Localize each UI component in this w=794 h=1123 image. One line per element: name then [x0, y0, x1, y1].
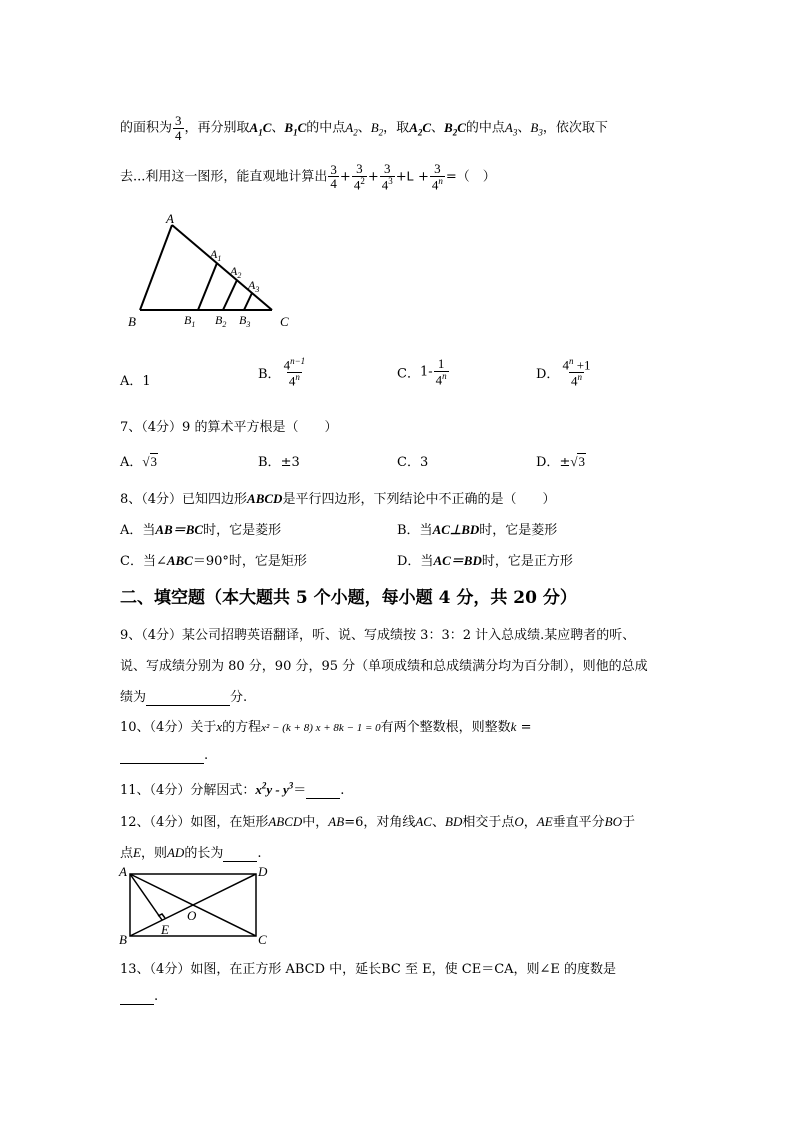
q9-line-1: 9、（4分）某公司招聘英语翻译，听、说、写成绩按 3：3：2 计入总成绩.某应聘者的听、 — [120, 628, 636, 643]
q12-answer-blank[interactable] — [223, 846, 257, 862]
label-b2: $B_2$ — [215, 313, 227, 329]
q6-line-2: 去...利用这一图形，能直观地计算出 $\frac{3}{4}$ + $\frac{3}{4^2}$ + $\frac{3}{4^3}$ +L + $\frac{3}{4^n}$ =（ ） — [120, 161, 496, 192]
label-o: O — [187, 908, 197, 923]
label-a2: $A_2$ — [230, 264, 242, 280]
segment-ae — [130, 874, 162, 920]
side-ab — [140, 225, 172, 310]
q6-option-d[interactable]: D． $\frac{4^n +1}{4^n}$ — [536, 356, 591, 389]
q9-line-2: 说、写成绩分别为 80 分，90 分，95 分（单项成绩和总成绩满分均为百分制），则他的总成 — [120, 659, 648, 674]
q8-option-b[interactable]: B．当AC⊥BD时，它是菱形 — [397, 522, 558, 538]
q8-option-a[interactable]: A．当AB＝BC时，它是菱形 — [120, 522, 282, 538]
q7-option-d[interactable]: D．±√3 — [536, 454, 585, 470]
label-b: B — [119, 932, 127, 946]
q11-answer-blank[interactable] — [306, 783, 340, 799]
q7-option-a[interactable]: A．√3 — [120, 454, 158, 470]
label-b3: $B_3$ — [239, 313, 251, 329]
q6-option-c[interactable]: C．1- $\frac{1}{4^n}$ — [397, 356, 447, 387]
segment-a3b3 — [244, 293, 252, 310]
q6-line-1: 的面积为 $\frac{3}{4}$ ，再分别取$A_1C$、$B_1C$的中点$A_2$、$B_2$，取$A_2C$、$B_2C$的中点$A_3$、$B_3$，依次取下 — [120, 113, 608, 143]
label-c: C — [258, 932, 267, 946]
q12-rectangle-figure — [118, 864, 278, 946]
q8-stem: 8、（4分）已知四边形ABCD是平行四边形，下列结论中不正确的是（ ） — [120, 491, 556, 507]
label-c: C — [280, 314, 289, 329]
section-2-heading: 二、填空题（本大题共 5 个小题，每小题 4 分，共 20 分） — [120, 588, 577, 608]
q6-option-a[interactable]: A．1 — [120, 374, 151, 389]
q12-line-2: 点E，则AD的长为 . — [120, 845, 262, 861]
segment-a1b1 — [198, 263, 217, 310]
q13-answer-blank[interactable] — [120, 989, 154, 1005]
q7-stem: 7、（4分）9 的算术平方根是（ ） — [120, 420, 338, 435]
label-d: D — [258, 864, 268, 879]
segment-a2b2 — [223, 280, 237, 310]
side-ac — [172, 225, 272, 310]
q7-option-c[interactable]: C．3 — [397, 455, 429, 470]
q12-line-1: 12、（4分）如图，在矩形ABCD中，AB=6，对角线AC、BD相交于点O，AE垂直平分BO于 — [120, 814, 636, 830]
area-fraction: $\frac{3}{4}$ — [175, 113, 182, 143]
label-b: B — [128, 314, 136, 329]
q13-line-2: . — [120, 989, 158, 1005]
q11-stem: 11、（4分）分解因式：$x^2y - y^3=$ . — [120, 780, 345, 798]
label-a: A — [119, 864, 127, 879]
sum-term-1: $\frac{3}{4}$ — [330, 161, 337, 192]
label-a1: $A_1$ — [210, 247, 222, 263]
sum-term-2: $\frac{3}{4^2}$ — [353, 161, 365, 192]
q7-option-b[interactable]: B．±3 — [258, 455, 300, 470]
q10-equation: x² − (k + 8) x + 8k − 1 = 0 — [261, 722, 381, 734]
q8-option-d[interactable]: D．当AC＝BD时，它是正方形 — [397, 553, 573, 569]
label-a: A — [166, 211, 174, 226]
label-b1: $B_1$ — [184, 313, 196, 329]
q8-option-c[interactable]: C．当∠ABC＝90°时，它是矩形 — [120, 553, 307, 569]
q9-answer-blank[interactable] — [146, 690, 230, 706]
q10-answer-blank[interactable] — [120, 748, 204, 764]
label-e: E — [161, 922, 169, 937]
sum-term-3: $\frac{3}{4^3}$ — [381, 161, 393, 192]
q10-answer-line: . — [120, 748, 208, 764]
sum-term-last: $\frac{3}{4^n}$ — [431, 161, 443, 192]
q13-line-1: 13、（4分）如图，在正方形 ABCD 中，延长BC 至 E，使 CE＝CA，则∠E 的度数是 — [120, 962, 617, 977]
label-a3: $A_3$ — [248, 278, 260, 294]
q10-stem: 10、（4分）关于x的方程x² − (k + 8) x + 8k − 1 = 0有两个整数根，则整数k = — [120, 719, 532, 735]
q6-option-b[interactable]: B． $\frac{4^{n-1}}{4^n}$ — [258, 356, 306, 389]
q6-triangle-figure — [120, 208, 320, 333]
q9-line-3: 绩为 分. — [120, 690, 248, 705]
